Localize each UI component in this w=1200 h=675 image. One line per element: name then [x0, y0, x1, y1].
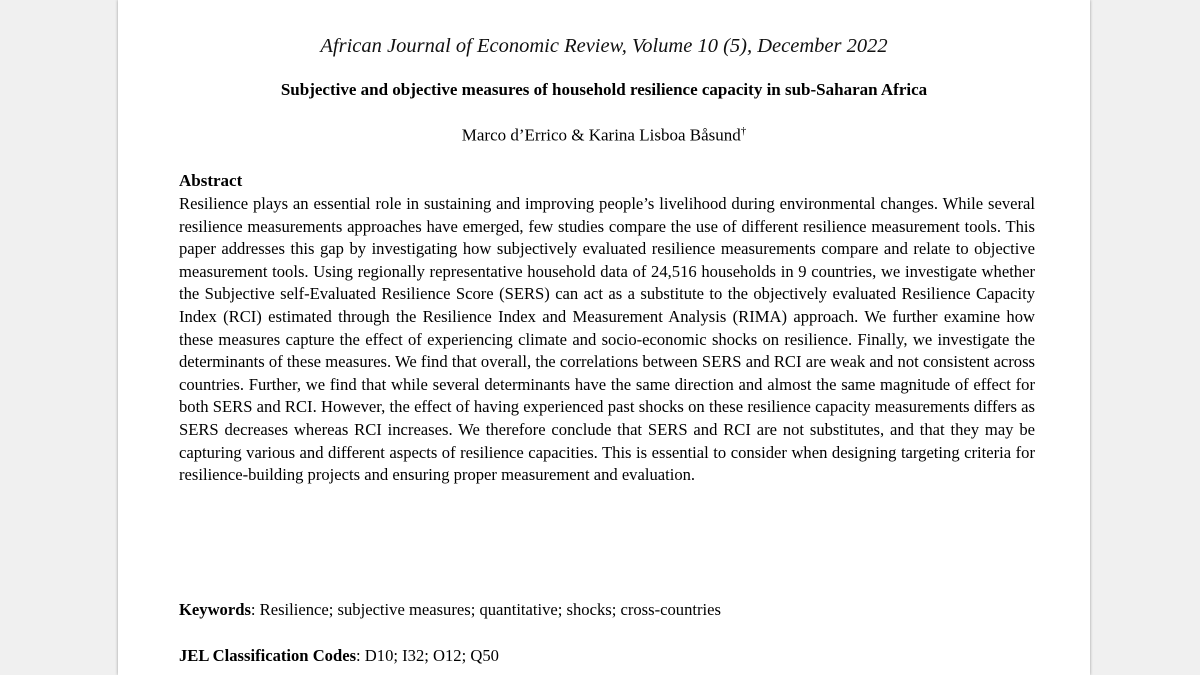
- abstract-text: Resilience plays an essential role in sustaining and improving people’s livelihood during environmental changes. While several resilience measurements approaches have emerged, few studies compare the use of different resilience measurement tools. This paper addresses this gap by investigating how subjectively evaluated resilience measurements compare and relate to objective measurement tools. Using regionally representative household data of 24,516 households in 9 countries, we investigate whether the Subjective self-Evaluated Resilience Score (SERS) can act as a substitute to the objectively evaluated Resilience Capacity Index (RCI) estimated through the Resilience Index and Measurement Analysis (RIMA) approach. We further examine how these measures capture the effect of experiencing climate and socio-economic shocks on resilience. Finally, we investigate the determinants of these measures. We find that overall, the correlations between SERS and RCI are weak and not consistent across countries. Further, we find that while several determinants have the same direction and almost the same magnitude of effect for both SERS and RCI. However, the effect of having experienced past shocks on these resilience capacity measurements differs as SERS decreases whereas RCI increases. We therefore conclude that SERS and RCI are not substitutes, and that they may be capturing various and different aspects of resilience capacities. This is essential to consider when designing targeting criteria for resilience-building projects and ensuring proper measurement and evaluation.: [179, 194, 1035, 485]
- authors: Marco d’Errico & Karina Lisboa Båsund: [461, 125, 741, 145]
- author-line: [118, 125, 1090, 146]
- keywords-label: Keywords: [179, 600, 251, 619]
- jel-codes-line: [179, 646, 499, 666]
- document-page: [118, 0, 1090, 675]
- author-footnote-mark: †: [740, 125, 747, 137]
- keywords-line: [179, 600, 721, 620]
- jel-text: : D10; I32; O12; Q50: [356, 646, 499, 665]
- keywords-text: : Resilience; subjective measures; quantitative; shocks; cross-countries: [250, 600, 721, 619]
- journal-header: African Journal of Economic Review, Volume 10 (5), December 2022: [320, 35, 888, 57]
- paper-title: Subjective and objective measures of household resilience capacity in sub-Saharan Africa: [280, 80, 928, 99]
- abstract-heading: Abstract: [179, 171, 243, 190]
- jel-label: JEL Classification Codes: [179, 646, 357, 665]
